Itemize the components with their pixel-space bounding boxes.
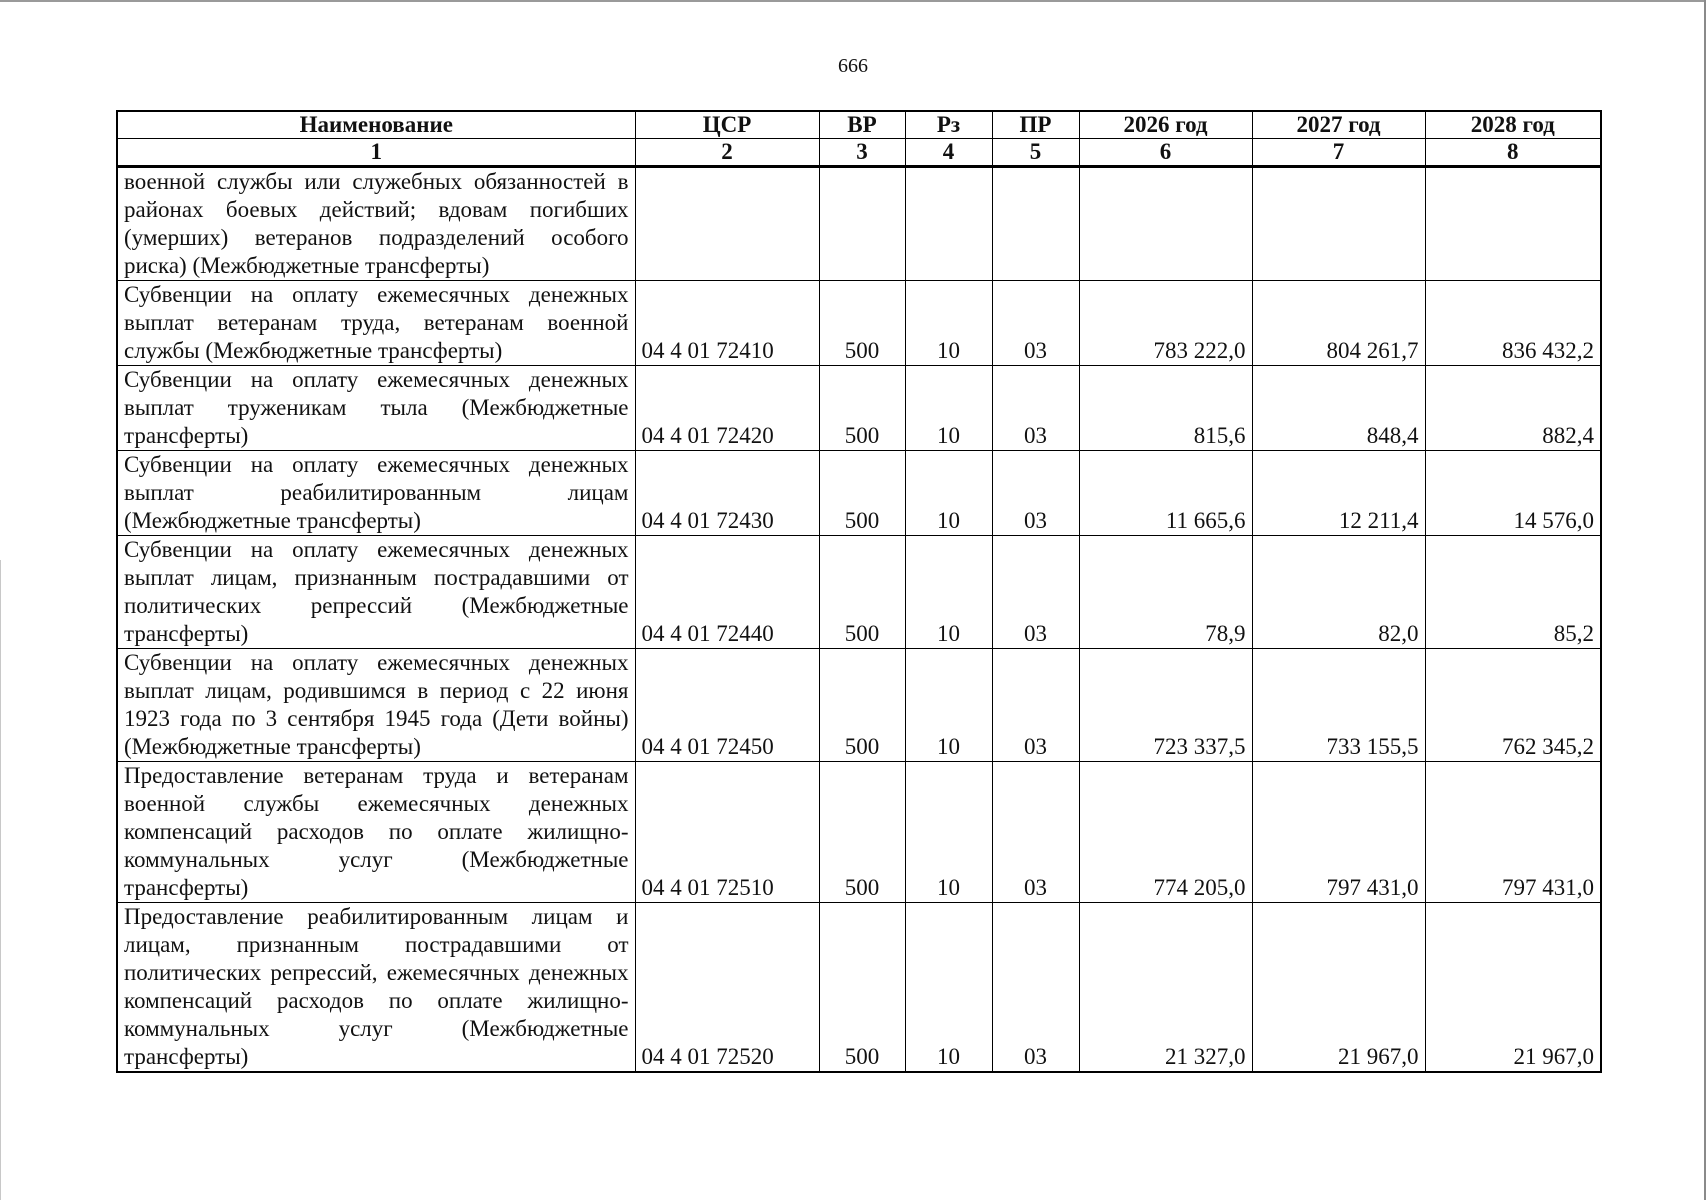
header-pr: ПР <box>992 111 1079 139</box>
row-csr: 04 4 01 72440 <box>635 536 819 649</box>
header-num-7: 7 <box>1252 139 1425 167</box>
header-name: Наименование <box>117 111 635 139</box>
header-2026: 2026 год <box>1079 111 1252 139</box>
row-2027 <box>1252 167 1425 281</box>
row-rz: 10 <box>905 366 992 451</box>
budget-table <box>116 110 1602 1073</box>
row-csr: 04 4 01 72420 <box>635 366 819 451</box>
row-2027: 848,4 <box>1252 366 1425 451</box>
row-csr <box>635 167 819 281</box>
row-name: Предоставление реабилитированным лицам и лицам, признанным пострадавшими от политических репрессий, ежемесячных денежных компенсаций расходов по оплате жилищно-коммунальных услуг (Межбюджетные трансферты) <box>117 903 635 1073</box>
row-rz: 10 <box>905 649 992 762</box>
row-2026: 21 327,0 <box>1079 903 1252 1073</box>
header-num-6: 6 <box>1079 139 1252 167</box>
row-rz <box>905 167 992 281</box>
row-2026: 78,9 <box>1079 536 1252 649</box>
table-row <box>117 366 1601 451</box>
row-pr <box>992 167 1079 281</box>
table-row <box>117 167 1601 281</box>
scan-edge-top <box>0 0 1706 2</box>
header-row-numbers <box>117 139 1601 167</box>
row-2026: 11 665,6 <box>1079 451 1252 536</box>
row-2027: 82,0 <box>1252 536 1425 649</box>
header-2027: 2027 год <box>1252 111 1425 139</box>
row-vr: 500 <box>819 451 905 536</box>
row-pr: 03 <box>992 903 1079 1073</box>
row-vr: 500 <box>819 649 905 762</box>
row-rz: 10 <box>905 762 992 903</box>
row-rz: 10 <box>905 451 992 536</box>
row-csr: 04 4 01 72430 <box>635 451 819 536</box>
row-rz: 10 <box>905 536 992 649</box>
row-name: Субвенции на оплату ежемесячных денежных выплат лицам, признанным пострадавшими от политических репрессий (Межбюджетные трансферты) <box>117 536 635 649</box>
header-num-4: 4 <box>905 139 992 167</box>
row-2026 <box>1079 167 1252 281</box>
row-vr: 500 <box>819 903 905 1073</box>
row-name: Субвенции на оплату ежемесячных денежных выплат лицам, родившимся в период с 22 июня 1923 года по 3 сентября 1945 года (Дети войны) (Межбюджетные трансферты) <box>117 649 635 762</box>
row-name: военной службы или служебных обязанностей в районах боевых действий; вдовам погибших (умерших) ветеранов подразделений особого риска) (Межбюджетные трансферты) <box>117 167 635 281</box>
row-2028: 85,2 <box>1425 536 1601 649</box>
row-name: Субвенции на оплату ежемесячных денежных выплат реабилитированным лицам (Межбюджетные трансферты) <box>117 451 635 536</box>
row-2028: 14 576,0 <box>1425 451 1601 536</box>
row-2026: 815,6 <box>1079 366 1252 451</box>
row-csr: 04 4 01 72510 <box>635 762 819 903</box>
row-csr: 04 4 01 72520 <box>635 903 819 1073</box>
row-rz: 10 <box>905 903 992 1073</box>
table-row <box>117 536 1601 649</box>
scan-edge-left <box>0 560 1 1200</box>
row-csr: 04 4 01 72410 <box>635 281 819 366</box>
row-2028: 21 967,0 <box>1425 903 1601 1073</box>
row-vr: 500 <box>819 366 905 451</box>
row-csr: 04 4 01 72450 <box>635 649 819 762</box>
row-pr: 03 <box>992 649 1079 762</box>
header-num-8: 8 <box>1425 139 1601 167</box>
header-num-2: 2 <box>635 139 819 167</box>
row-pr: 03 <box>992 536 1079 649</box>
row-2028 <box>1425 167 1601 281</box>
header-num-5: 5 <box>992 139 1079 167</box>
row-rz: 10 <box>905 281 992 366</box>
header-csr: ЦСР <box>635 111 819 139</box>
row-name: Субвенции на оплату ежемесячных денежных выплат ветеранам труда, ветеранам военной службы (Межбюджетные трансферты) <box>117 281 635 366</box>
table-row <box>117 281 1601 366</box>
row-2027: 12 211,4 <box>1252 451 1425 536</box>
table-row <box>117 903 1601 1073</box>
row-pr: 03 <box>992 281 1079 366</box>
row-2027: 804 261,7 <box>1252 281 1425 366</box>
table-row <box>117 762 1601 903</box>
row-2027: 21 967,0 <box>1252 903 1425 1073</box>
row-2028: 797 431,0 <box>1425 762 1601 903</box>
header-num-3: 3 <box>819 139 905 167</box>
row-pr: 03 <box>992 366 1079 451</box>
row-2027: 797 431,0 <box>1252 762 1425 903</box>
header-num-1: 1 <box>117 139 635 167</box>
row-2028: 762 345,2 <box>1425 649 1601 762</box>
row-vr: 500 <box>819 281 905 366</box>
row-vr: 500 <box>819 536 905 649</box>
header-rz: Рз <box>905 111 992 139</box>
header-2028: 2028 год <box>1425 111 1601 139</box>
row-2026: 774 205,0 <box>1079 762 1252 903</box>
table-row <box>117 649 1601 762</box>
row-pr: 03 <box>992 451 1079 536</box>
row-name: Предоставление ветеранам труда и ветеранам военной службы ежемесячных денежных компенсаций расходов по оплате жилищно-коммунальных услуг (Межбюджетные трансферты) <box>117 762 635 903</box>
header-row-titles <box>117 111 1601 139</box>
row-name: Субвенции на оплату ежемесячных денежных выплат труженикам тыла (Межбюджетные трансферты) <box>117 366 635 451</box>
table-row <box>117 451 1601 536</box>
row-2028: 836 432,2 <box>1425 281 1601 366</box>
header-vr: ВР <box>819 111 905 139</box>
row-vr: 500 <box>819 762 905 903</box>
row-2027: 733 155,5 <box>1252 649 1425 762</box>
row-pr: 03 <box>992 762 1079 903</box>
row-2028: 882,4 <box>1425 366 1601 451</box>
row-2026: 783 222,0 <box>1079 281 1252 366</box>
page-number: 666 <box>838 55 868 77</box>
row-2026: 723 337,5 <box>1079 649 1252 762</box>
row-vr <box>819 167 905 281</box>
